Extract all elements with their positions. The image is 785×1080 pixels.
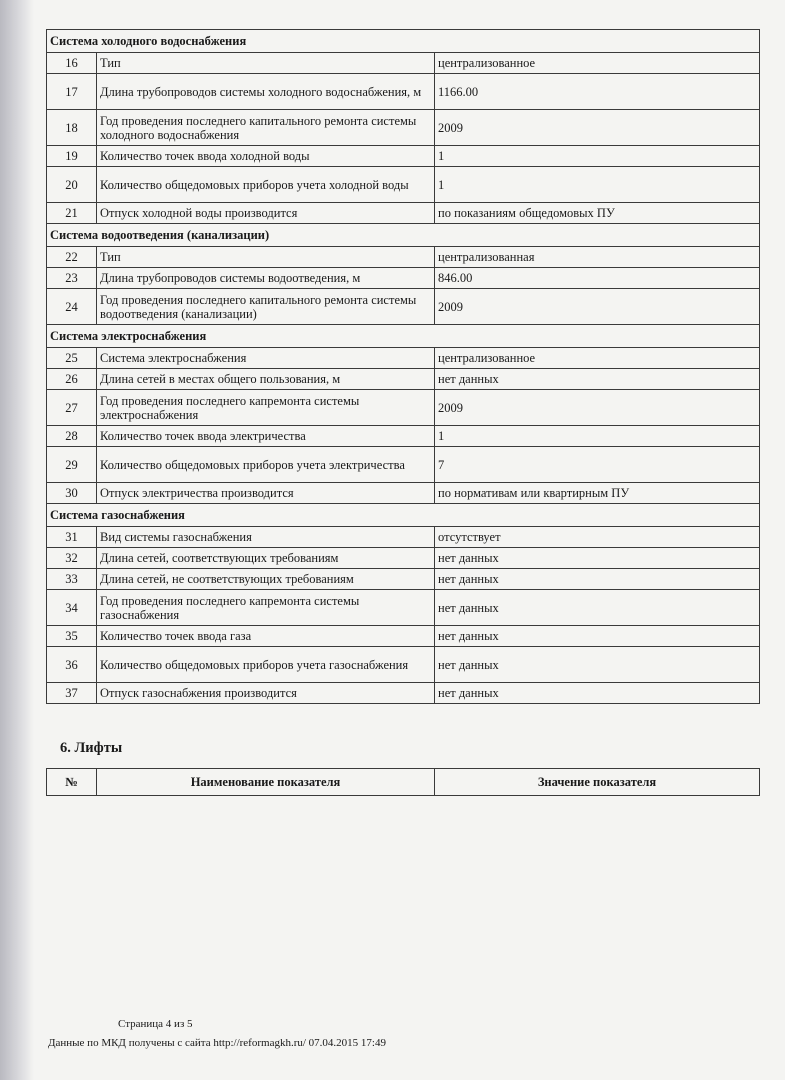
data-source-note: Данные по МКД получены с сайта http://reformagkh.ru/ 07.04.2015 17:49 [48, 1037, 386, 1049]
utilities-table [46, 29, 760, 704]
table-row [47, 483, 760, 504]
row-indicator-name: Система электроснабжения [97, 348, 435, 369]
section-title: Система газоснабжения [47, 504, 760, 527]
section-row [47, 504, 760, 527]
row-indicator-name: Вид системы газоснабжения [97, 527, 435, 548]
row-indicator-value: централизованная [435, 247, 760, 268]
row-number: 35 [47, 626, 97, 647]
row-number: 31 [47, 527, 97, 548]
row-number: 16 [47, 53, 97, 74]
row-number: 18 [47, 110, 97, 146]
table-row [47, 683, 760, 704]
row-indicator-value: по нормативам или квартирным ПУ [435, 483, 760, 504]
scan-edge-shadow [0, 0, 34, 1080]
section-title: Система водоотведения (канализации) [47, 224, 760, 247]
row-indicator-value: по показаниям общедомовых ПУ [435, 203, 760, 224]
table-row [47, 569, 760, 590]
row-indicator-value: отсутствует [435, 527, 760, 548]
table-row [47, 647, 760, 683]
table-row [47, 390, 760, 426]
row-indicator-value: 7 [435, 447, 760, 483]
row-number: 17 [47, 74, 97, 110]
table-row [47, 289, 760, 325]
row-indicator-name: Отпуск холодной воды производится [97, 203, 435, 224]
row-indicator-name: Длина сетей в местах общего пользования, м [97, 369, 435, 390]
row-indicator-name: Год проведения последнего капремонта системы электроснабжения [97, 390, 435, 426]
row-indicator-name: Количество точек ввода электричества [97, 426, 435, 447]
table-row [47, 268, 760, 289]
row-indicator-name: Тип [97, 247, 435, 268]
row-number: 34 [47, 590, 97, 626]
table-row [47, 146, 760, 167]
col-name-header: Наименование показателя [97, 769, 435, 796]
row-indicator-name: Длина сетей, соответствующих требованиям [97, 548, 435, 569]
row-indicator-value: 1166.00 [435, 74, 760, 110]
section-title: Система холодного водоснабжения [47, 30, 760, 53]
row-indicator-value: нет данных [435, 683, 760, 704]
row-indicator-value: нет данных [435, 569, 760, 590]
row-number: 30 [47, 483, 97, 504]
table-row [47, 74, 760, 110]
row-indicator-name: Тип [97, 53, 435, 74]
utilities-table-body [47, 30, 760, 704]
lifts-heading: 6. Лифты [60, 740, 123, 756]
row-number: 33 [47, 569, 97, 590]
row-indicator-value: 2009 [435, 110, 760, 146]
section-row [47, 325, 760, 348]
col-value-header: Значение показателя [435, 769, 760, 796]
table-row [47, 110, 760, 146]
row-indicator-value: централизованное [435, 53, 760, 74]
row-indicator-name: Отпуск электричества производится [97, 483, 435, 504]
row-number: 36 [47, 647, 97, 683]
row-indicator-value: 1 [435, 146, 760, 167]
row-indicator-name: Отпуск газоснабжения производится [97, 683, 435, 704]
row-indicator-name: Количество точек ввода газа [97, 626, 435, 647]
row-number: 28 [47, 426, 97, 447]
row-indicator-value: нет данных [435, 647, 760, 683]
row-indicator-value: нет данных [435, 548, 760, 569]
table-row [47, 426, 760, 447]
row-indicator-value: нет данных [435, 590, 760, 626]
row-number: 25 [47, 348, 97, 369]
row-indicator-name: Количество общедомовых приборов учета электричества [97, 447, 435, 483]
row-number: 37 [47, 683, 97, 704]
lifts-table-header [47, 769, 760, 796]
row-number: 27 [47, 390, 97, 426]
table-row [47, 53, 760, 74]
row-number: 32 [47, 548, 97, 569]
row-indicator-name: Количество общедомовых приборов учета холодной воды [97, 167, 435, 203]
row-indicator-value: 1 [435, 426, 760, 447]
row-number: 23 [47, 268, 97, 289]
row-number: 29 [47, 447, 97, 483]
row-indicator-name: Длина трубопроводов системы водоотведения, м [97, 268, 435, 289]
table-row [47, 590, 760, 626]
row-indicator-value: 2009 [435, 289, 760, 325]
row-number: 20 [47, 167, 97, 203]
row-indicator-name: Год проведения последнего капремонта системы газоснабжения [97, 590, 435, 626]
row-indicator-name: Количество точек ввода холодной воды [97, 146, 435, 167]
row-number: 19 [47, 146, 97, 167]
table-row [47, 548, 760, 569]
row-number: 21 [47, 203, 97, 224]
row-indicator-value: нет данных [435, 369, 760, 390]
section-row [47, 30, 760, 53]
table-row [47, 369, 760, 390]
table-row [47, 447, 760, 483]
section-title: Система электроснабжения [47, 325, 760, 348]
row-indicator-name: Длина сетей, не соответствующих требованиям [97, 569, 435, 590]
row-indicator-value: 2009 [435, 390, 760, 426]
row-indicator-name: Год проведения последнего капитального ремонта системы холодного водоснабжения [97, 110, 435, 146]
row-indicator-name: Год проведения последнего капитального ремонта системы водоотведения (канализации) [97, 289, 435, 325]
col-number-header: № [47, 769, 97, 796]
row-indicator-name: Количество общедомовых приборов учета газоснабжения [97, 647, 435, 683]
page-number: Страница 4 из 5 [118, 1018, 193, 1030]
row-indicator-value: 846.00 [435, 268, 760, 289]
row-indicator-value: централизованное [435, 348, 760, 369]
section-row [47, 224, 760, 247]
table-row [47, 626, 760, 647]
row-indicator-value: нет данных [435, 626, 760, 647]
table-row [47, 167, 760, 203]
row-indicator-value: 1 [435, 167, 760, 203]
table-row [47, 348, 760, 369]
row-number: 22 [47, 247, 97, 268]
lifts-table [46, 768, 760, 796]
table-row [47, 527, 760, 548]
table-row [47, 203, 760, 224]
row-indicator-name: Длина трубопроводов системы холодного водоснабжения, м [97, 74, 435, 110]
row-number: 26 [47, 369, 97, 390]
row-number: 24 [47, 289, 97, 325]
table-row [47, 247, 760, 268]
